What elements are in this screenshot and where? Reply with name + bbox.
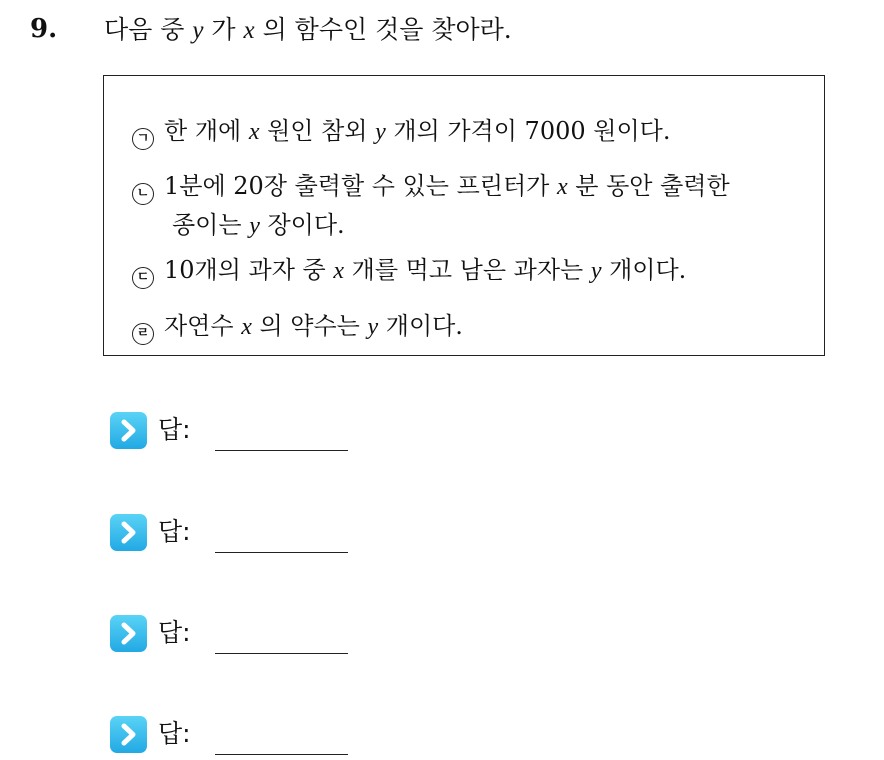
choice-item-3 [132, 251, 686, 290]
question-text [104, 14, 512, 47]
choice-text: 1분에 20장 출력할 수 있는 프린터가 [164, 172, 557, 200]
chevron-right-icon [110, 716, 147, 753]
variable-y: y [192, 17, 204, 44]
answer-blank[interactable] [215, 552, 348, 553]
variable-x: x [243, 17, 255, 44]
question-text-part: 가 [203, 15, 244, 44]
choice-item-2 [132, 167, 730, 245]
question-text-part: 다음 중 [104, 15, 193, 44]
choice-item-4 [132, 307, 463, 346]
chevron-right-icon [110, 514, 147, 551]
circled-digeut-marker: ㄷ [132, 267, 154, 289]
variable-x: x [248, 119, 260, 145]
variable-y: y [249, 213, 260, 239]
choice-item-1 [132, 112, 670, 151]
answer-blank[interactable] [215, 450, 348, 451]
variable-y: y [590, 258, 602, 284]
variable-y: y [367, 314, 379, 340]
choice-text: 종이는 [172, 211, 250, 239]
circled-nieun-marker: ㄴ [132, 183, 154, 205]
answer-blank[interactable] [215, 653, 348, 654]
answer-label: 답: [158, 415, 191, 444]
chevron-right-icon [110, 615, 147, 652]
choice-text: 의 약수는 [251, 312, 368, 340]
choice-text: 개를 먹고 남은 과자는 [344, 256, 591, 284]
choice-text: 개의 가격이 7000 원이다. [385, 117, 671, 145]
answer-blank[interactable] [215, 754, 348, 755]
choice-text: 개이다. [378, 312, 463, 340]
question-text-part: 의 함수인 것을 찾아라. [254, 15, 512, 44]
choice-text: 원인 참외 [259, 117, 376, 145]
choice-text: 자연수 [164, 312, 242, 340]
choice-text: 장이다. [259, 211, 345, 239]
choice-text: 한 개에 [164, 117, 249, 145]
answer-row-1 [110, 412, 370, 452]
answer-row-4 [110, 716, 370, 756]
question-number: 9. [30, 14, 58, 44]
variable-y: y [375, 119, 386, 145]
choice-text: 분 동안 출력한 [567, 172, 730, 200]
choices-box [103, 75, 825, 356]
choice-text: 10개의 과자 중 [164, 256, 334, 284]
circled-giyeok-marker: ㄱ [132, 128, 154, 150]
choice-text-continuation [132, 206, 730, 245]
variable-x: x [241, 314, 252, 340]
answer-label: 답: [158, 618, 191, 647]
answer-row-2 [110, 514, 370, 554]
variable-x: x [556, 174, 568, 200]
answer-row-3 [110, 615, 370, 655]
circled-rieul-marker: ㄹ [132, 323, 154, 345]
answer-label: 답: [158, 517, 191, 546]
variable-x: x [333, 258, 345, 284]
chevron-right-icon [110, 412, 147, 449]
choice-text: 개이다. [601, 256, 687, 284]
answer-label: 답: [158, 719, 191, 748]
